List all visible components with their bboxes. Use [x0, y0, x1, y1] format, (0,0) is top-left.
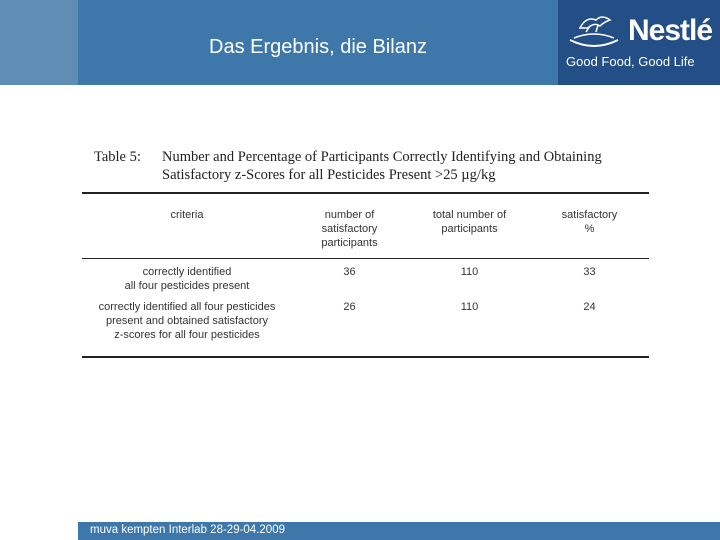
table-row-2-percent: 24	[583, 301, 596, 313]
table-row-2-total: 110	[460, 301, 479, 313]
table-rule-bottom	[82, 356, 649, 358]
header-band	[78, 0, 558, 85]
table-row-2-satisfactory: 26	[343, 301, 356, 313]
table-row-1-percent: 33	[583, 266, 596, 278]
left-strip-top	[0, 0, 78, 85]
table-row-2-criteria: correctly identified all four pesticides present and obtained satisfactory z-scores for all four pesticides	[98, 301, 276, 341]
column-header-satisfactory: number of satisfactory participants	[321, 209, 378, 249]
logo-tagline: Good Food, Good Life	[566, 54, 695, 69]
column-header-total: total number of participants	[432, 209, 507, 235]
column-header-criteria: criteria	[170, 209, 204, 221]
table-row-1-criteria: correctly identified all four pesticides present	[124, 266, 250, 292]
left-strip	[0, 0, 78, 540]
table-caption-text: Number and Percentage of Participants Correctly Identifying and Obtaining Satisfactory z-Scores for all Pesticides Present >25 µg/kg	[162, 149, 602, 183]
page-title: Das Ergebnis, die Bilanz	[209, 36, 427, 58]
results-table	[82, 140, 652, 341]
table-caption	[82, 140, 652, 190]
logo-brand: Nestlé	[628, 14, 713, 47]
table-row-1-total: 110	[460, 266, 479, 278]
table-rule-mid	[82, 258, 649, 259]
footer-text: muva kempten Interlab 28-29-04.2009	[90, 524, 285, 536]
table-row-1-satisfactory: 36	[343, 266, 356, 278]
table-number: Table 5:	[94, 149, 141, 165]
footer-bar	[78, 522, 720, 540]
logo	[558, 0, 720, 85]
table-rule-top	[82, 192, 649, 194]
nest-birds-icon	[566, 10, 622, 50]
column-header-percent: satisfactory %	[561, 209, 618, 235]
